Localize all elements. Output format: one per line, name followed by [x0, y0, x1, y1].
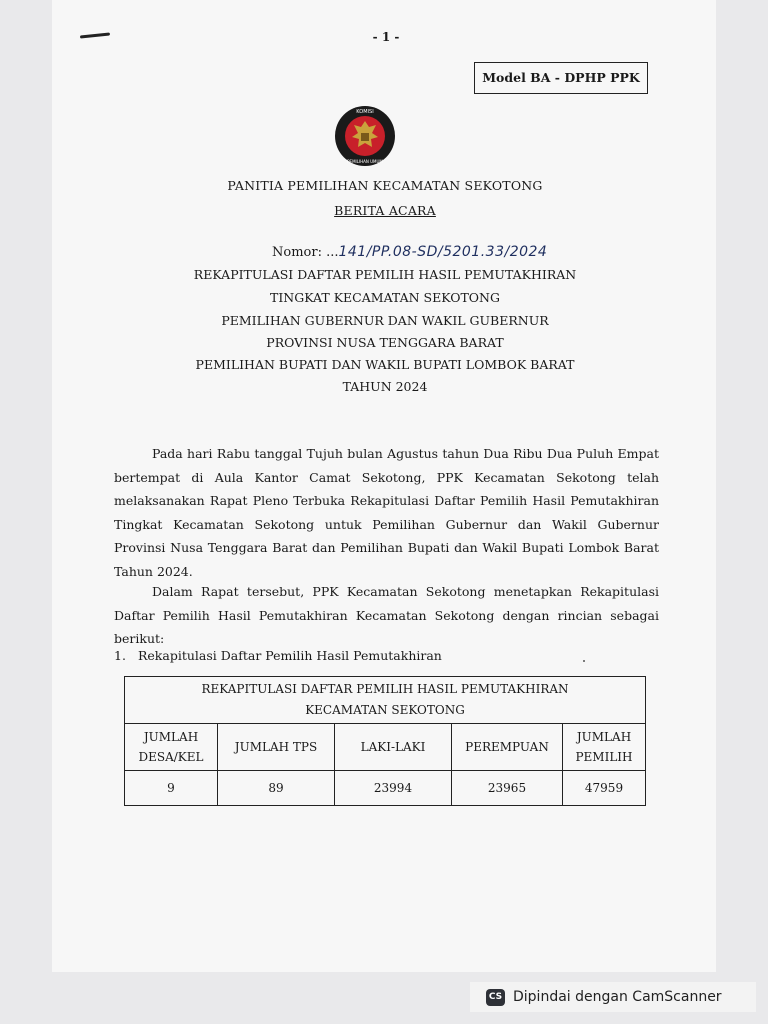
- heading-line-4: PROVINSI NUSA TENGGARA BARAT: [266, 335, 504, 350]
- recap-table: [124, 676, 646, 806]
- header-jumlah-desa: [125, 724, 218, 771]
- value-jumlah-desa: 9: [125, 771, 218, 806]
- model-label-box: Model BA - DPHP PPK: [474, 62, 648, 94]
- header-line: JUMLAH TPS: [234, 740, 318, 754]
- header-jumlah-tps: [218, 724, 335, 771]
- value-perempuan: 23965: [452, 771, 563, 806]
- body-paragraph-1: Pada hari Rabu tanggal Tujuh bulan Agustus tahun Dua Ribu Dua Puluh Empat bertempat di Aula Kantor Camat Sekotong, PPK Kecamatan Sekotong telah melaksanakan Rapat Pleno Terbuka Rekapitulasi Daftar Pemilih Hasil Pemutakhiran Tingkat Kecamatan Sekotong untuk Pemilihan Gubernur dan Wakil Gubernur Provinsi Nusa Tenggara Barat dan Pemilihan Bupati dan Wakil Bupati Lombok Barat Tahun 2024.: [114, 446, 659, 579]
- berita-acara-label: BERITA ACARA: [334, 203, 436, 218]
- header-laki-laki: [335, 724, 452, 771]
- camscanner-icon: CS: [486, 989, 505, 1006]
- heading-line-1: REKAPITULASI DAFTAR PEMILIH HASIL PEMUTAKHIRAN: [193, 267, 577, 282]
- table-row: [125, 771, 646, 806]
- kpu-logo-icon: [334, 103, 396, 169]
- table-header-row: [125, 724, 646, 771]
- committee-title: PANITIA PEMILIHAN KECAMATAN SEKOTONG: [227, 178, 543, 193]
- header-line: JUMLAH: [576, 730, 632, 744]
- speck: [583, 660, 585, 662]
- header-perempuan: [452, 724, 563, 771]
- heading-line-6: TAHUN 2024: [342, 379, 428, 394]
- heading-line-3: PEMILIHAN GUBERNUR DAN WAKIL GUBERNUR: [221, 313, 549, 328]
- nomor-label: Nomor: ...: [272, 245, 339, 260]
- value-jumlah-tps: 89: [218, 771, 335, 806]
- heading-line-5: PEMILIHAN BUPATI DAN WAKIL BUPATI LOMBOK BARAT: [195, 357, 575, 372]
- header-line: JUMLAH: [143, 730, 199, 744]
- document-type-title: [120, 203, 650, 218]
- page-number: - 1 -: [372, 30, 400, 44]
- heading-line-2: TINGKAT KECAMATAN SEKOTONG: [270, 290, 500, 305]
- table-caption-line-2: KECAMATAN SEKOTONG: [305, 703, 465, 717]
- value-laki-laki: 23994: [335, 771, 452, 806]
- header-line: PEMILIH: [575, 750, 633, 764]
- header-jumlah-pemilih: [563, 724, 646, 771]
- list-item: [114, 648, 442, 663]
- table-caption: [125, 677, 646, 724]
- logo-text-top: KOMISI: [356, 109, 374, 115]
- header-line: PEREMPUAN: [465, 740, 549, 754]
- list-item-number: 1.: [114, 648, 126, 663]
- list-item-text: Rekapitulasi Daftar Pemilih Hasil Pemutakhiran: [138, 648, 442, 663]
- nomor-handwritten-value: 141/PP.08-SD/5201.33/2024: [338, 244, 548, 260]
- header-line: LAKI-LAKI: [360, 740, 426, 754]
- body-paragraph-2: Dalam Rapat tersebut, PPK Kecamatan Sekotong menetapkan Rekapitulasi Daftar Pemilih Hasil Pemutakhiran Kecamatan Sekotong dengan rincian sebagai berikut:: [114, 584, 659, 646]
- camscanner-watermark: [470, 982, 756, 1012]
- logo-text-bottom: PEMILIHAN UMUM: [347, 159, 383, 164]
- table-caption-line-1: REKAPITULASI DAFTAR PEMILIH HASIL PEMUTAKHIRAN: [201, 682, 569, 696]
- header-line: DESA/KEL: [138, 750, 204, 764]
- document-number: [272, 244, 547, 260]
- value-jumlah-pemilih: 47959: [563, 771, 646, 806]
- camscanner-text: Dipindai dengan CamScanner: [513, 989, 722, 1005]
